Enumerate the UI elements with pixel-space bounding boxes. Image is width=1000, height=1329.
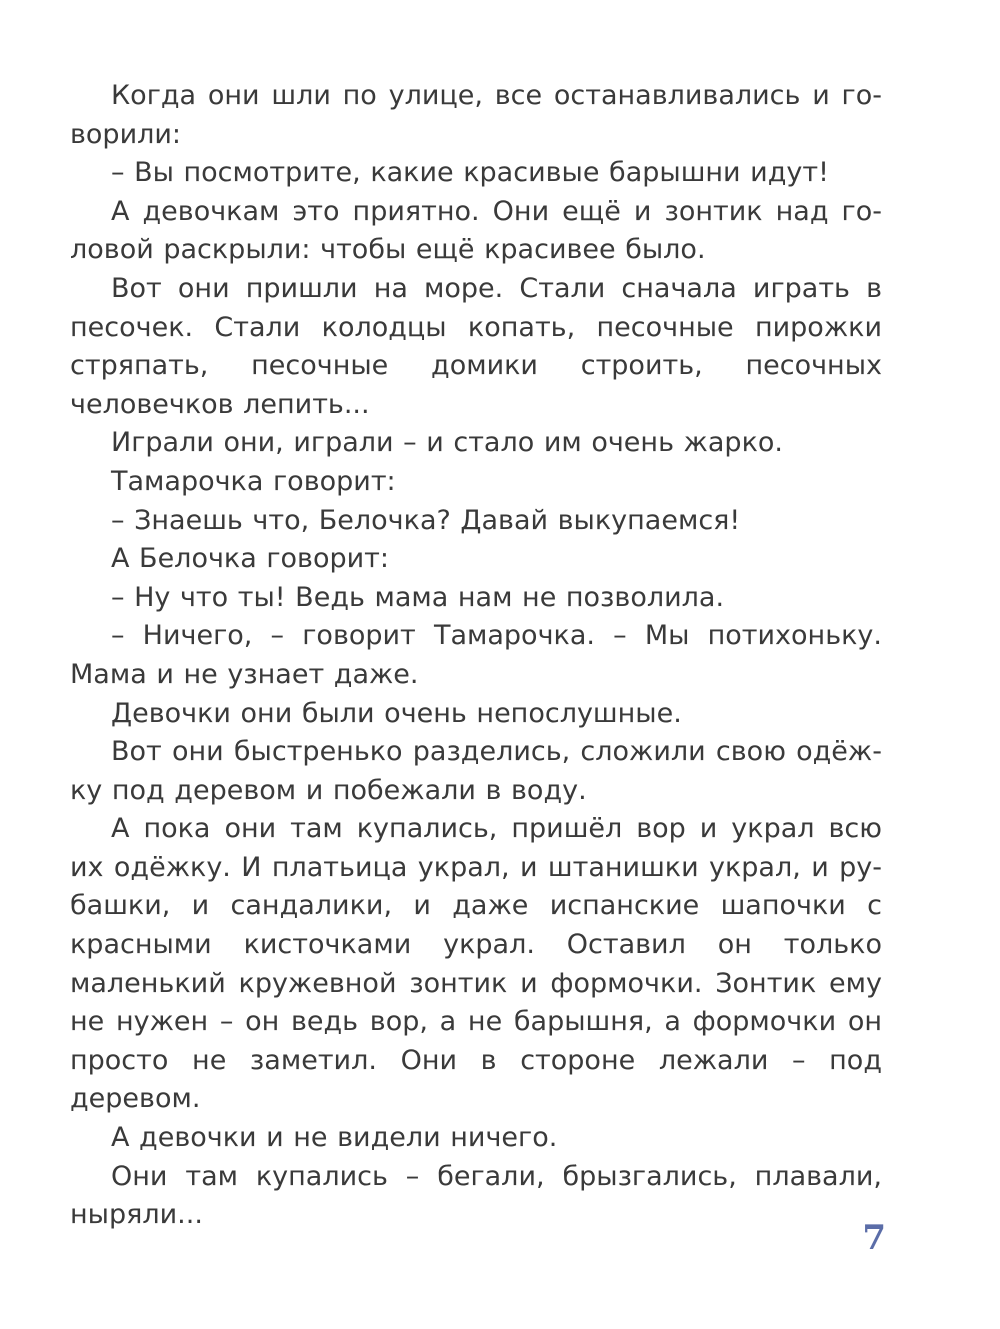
paragraph: А девочки и не видели ничего. [111,1122,558,1154]
paragraph: Когда они шли по улице, все останавливались и говорили: [70,80,882,150]
paragraph: – Ничего, – говорит Тамарочка. – Мы потихоньку. Мама и не узнает даже. [70,620,882,690]
page-number: 7 [862,1218,886,1258]
paragraph: Они там купались – бегали, брызгались, плавали, ныряли... [70,1160,882,1231]
paragraph: А девочкам это приятно. Они ещё и зонтик над головой раскрыли: чтобы ещё красивее было. [70,195,882,266]
paragraph: Вот они быстренько разделись, сложили свою одёжку под деревом и побежали в воду. [70,736,882,806]
paragraph: Девочки они были очень непослушные. [111,697,682,729]
paragraph: Играли они, играли – и стало им очень жарко. [111,427,783,459]
paragraph: А пока они там купались, пришёл вор и украл всю их одёжку. И платьица украл, и штанишки украл, и рубашки, и сандалики, и даже испанские шапочки с красными кисточками украл. Оставил он только маленький кружевной зонтик и формочки. Зонтик ему не нужен – он ведь вор, а не барышня, а формочки он просто не заметил. Они в стороне лежали – под деревом. [70,813,882,1115]
paragraph: – Вы посмотрите, какие красивые барышни идут! [111,157,829,189]
paragraph: А Белочка говорит: [111,543,389,575]
paragraph: Вот они пришли на море. Стали сначала играть в песочек. Стали колодцы копать, песочные пирожки стряпать, песочные домики строить, песочных человечков лепить... [70,272,882,420]
paragraph: – Знаешь что, Белочка? Давай выкупаемся! [111,504,741,536]
page-text [70,77,882,1235]
paragraph: Тамарочка говорит: [111,465,396,497]
paragraph: – Ну что ты! Ведь мама нам не позволила. [111,581,725,613]
